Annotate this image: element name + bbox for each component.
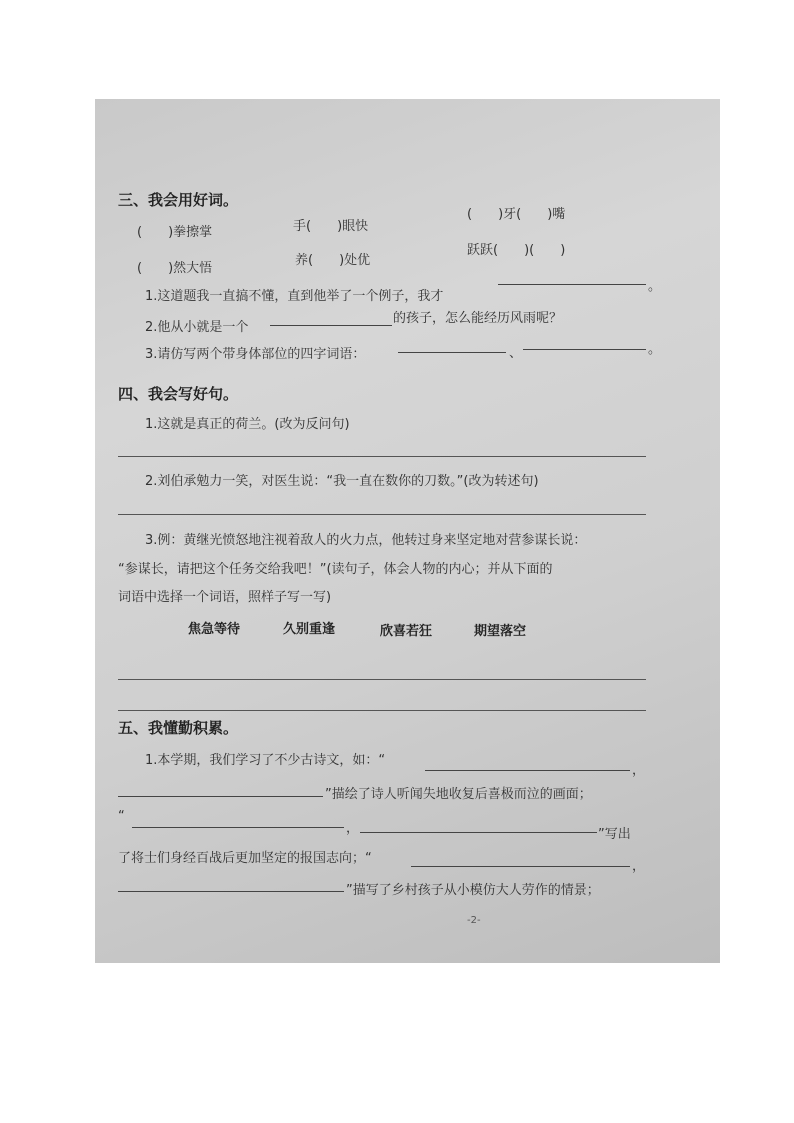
s4-question-3-line-2: “参谋长，请把这个任务交给我吧！”(读句子，体会人物的内心；并从下面的 bbox=[118, 562, 553, 577]
s4-q3-answer-line-1[interactable] bbox=[118, 679, 646, 680]
idiom-6: 跃跃( )( ) bbox=[467, 243, 566, 258]
s5-line-4: 了将士们身经百战后更加坚定的报国志向；“ bbox=[118, 851, 372, 866]
s5-blank-3[interactable] bbox=[132, 827, 344, 828]
s5-line-1: 1.本学期，我们学习了不少古诗文，如：“ bbox=[145, 753, 386, 768]
word-option-2: 久别重逢 bbox=[283, 622, 336, 637]
idiom-1: ( )拳擦掌 bbox=[137, 225, 213, 240]
s5-blank-2[interactable] bbox=[118, 796, 323, 797]
s4-question-1: 1.这就是真正的荷兰。(改为反问句) bbox=[145, 417, 350, 432]
section-4-heading: 四、我会写好句。 bbox=[118, 385, 239, 403]
s5-blank-6[interactable] bbox=[118, 891, 344, 892]
section-5-heading: 五、我懂勤积累。 bbox=[118, 719, 239, 737]
s4-q1-answer-line[interactable] bbox=[118, 456, 646, 457]
s3-q3-blank-1[interactable] bbox=[398, 352, 506, 353]
word-option-1: 焦急等待 bbox=[188, 622, 241, 637]
s4-question-3-line-1: 3.例：黄继光愤怒地注视着敌人的火力点，他转过身来坚定地对营参谋长说： bbox=[145, 533, 587, 548]
s5-line-2: ”描绘了诗人听闻失地收复后喜极而泣的画面； bbox=[325, 787, 592, 802]
s4-question-3-line-3: 词语中选择一个词语，照样子写一写) bbox=[118, 590, 332, 605]
s4-q3-answer-line-2[interactable] bbox=[118, 710, 646, 711]
s3-question-2b: 的孩子，怎么能经历风雨呢？ bbox=[393, 311, 563, 326]
s4-question-2: 2.刘伯承勉力一笑，对医生说：“我一直在数你的刀数。”(改为转述句) bbox=[145, 474, 539, 489]
s5-line-1-end: ， bbox=[632, 763, 646, 778]
idiom-3: ( )牙( )嘴 bbox=[467, 207, 566, 222]
idiom-4: ( )然大悟 bbox=[137, 261, 213, 276]
worksheet-photo bbox=[95, 99, 720, 963]
idiom-5: 养( )处优 bbox=[295, 253, 371, 268]
s3-q3-blank-2[interactable] bbox=[523, 349, 646, 350]
page-number: -2- bbox=[467, 915, 481, 926]
s5-line-3-end: ”写出 bbox=[598, 827, 631, 842]
section-3-heading: 三、我会用好词。 bbox=[118, 191, 239, 209]
s5-blank-4[interactable] bbox=[360, 832, 597, 833]
s5-line-3-start: “ bbox=[118, 809, 125, 824]
s5-line-5: ”描写了乡村孩子从小模仿大人劳作的情景； bbox=[346, 883, 600, 898]
s5-blank-5[interactable] bbox=[411, 866, 630, 867]
s3-q3-end: 。 bbox=[648, 342, 662, 357]
s3-q1-end: 。 bbox=[648, 279, 662, 294]
s5-line-3-mid: ， bbox=[346, 821, 360, 836]
s3-q3-sep: 、 bbox=[509, 346, 523, 361]
word-option-4: 期望落空 bbox=[474, 624, 527, 639]
s3-question-3: 3.请仿写两个带身体部位的四字词语： bbox=[145, 347, 366, 362]
s5-line-4-end: ， bbox=[632, 859, 646, 874]
s4-q2-answer-line[interactable] bbox=[118, 514, 646, 515]
s3-q2-blank[interactable] bbox=[270, 325, 392, 326]
s3-question-1: 1.这道题我一直搞不懂，直到他举了一个例子，我才 bbox=[145, 289, 444, 304]
word-option-3: 欣喜若狂 bbox=[380, 624, 433, 639]
idiom-2: 手( )眼快 bbox=[293, 219, 369, 234]
s5-blank-1[interactable] bbox=[425, 770, 630, 771]
s3-q1-blank[interactable] bbox=[498, 284, 646, 285]
s3-question-2a: 2.他从小就是一个 bbox=[145, 320, 249, 335]
